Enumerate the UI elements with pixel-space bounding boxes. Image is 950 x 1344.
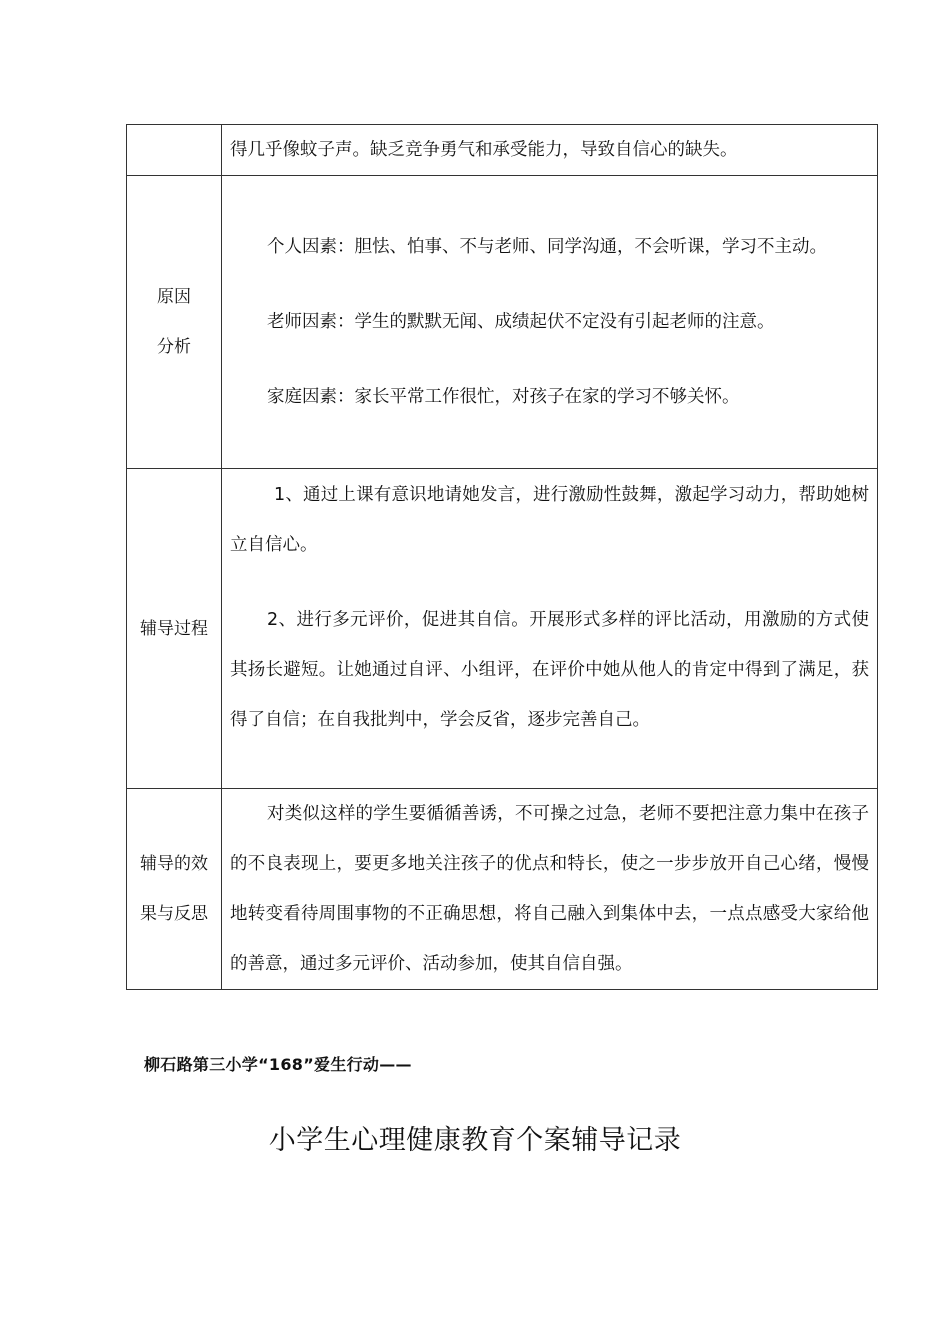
label-line: 辅导的效	[140, 854, 208, 874]
personal-factor-text: 个人因素：胆怯、怕事、不与老师、同学沟通，不会听课，学习不主动。	[267, 237, 827, 257]
counseling-process-label: 辅导过程	[127, 469, 222, 789]
label-line: 果与反思	[140, 904, 208, 924]
counseling-record-table	[126, 124, 878, 990]
document-title: 小学生心理健康教育个案辅导记录	[268, 1125, 682, 1156]
table-row	[127, 789, 878, 990]
family-factor-text: 家庭因素：家长平常工作很忙，对孩子在家的学习不够关怀。	[267, 387, 740, 407]
teacher-factor-text: 老师因素：学生的默默无闻、成绩起伏不定没有引起老师的注意。	[267, 312, 775, 332]
process-step-1: 1、通过上课有意识地请她发言，进行激励性鼓舞，激起学习动力，帮助她树立自信心。	[230, 485, 869, 555]
table-row	[127, 176, 878, 469]
process-step-2: 2、进行多元评价，促进其自信。开展形式多样的评比活动，用激励的方式使其扬长避短。让她通过自评、小组评，在评价中她从他人的肯定中得到了满足，获得了自信；在自我批判中，学会反省，逐步完善自己。	[230, 610, 869, 730]
label-line: 原因	[157, 287, 191, 307]
cause-analysis-label	[127, 176, 222, 469]
row-label-empty	[127, 125, 222, 176]
effect-reflection-label	[127, 789, 222, 990]
school-activity-heading: 柳石路第三小学“168”爱生行动——	[144, 1055, 412, 1074]
table-row	[127, 125, 878, 176]
cause-analysis-content	[222, 176, 878, 469]
reflection-text: 对类似这样的学生要循循善诱，不可操之过急，老师不要把注意力集中在孩子的不良表现上，要更多地关注孩子的优点和特长，使之一步步放开自己心绪，慢慢地转变看待周围事物的不正确思想，将自己融入到集体中去，一点点感受大家给他的善意，通过多元评价、活动参加，使其自信自强。	[230, 804, 869, 974]
effect-reflection-content	[222, 789, 878, 990]
counseling-process-content	[222, 469, 878, 789]
description-text: 得几乎像蚊子声。缺乏竞争勇气和承受能力，导致自信心的缺失。	[230, 140, 738, 160]
continued-description	[222, 125, 878, 176]
table-row	[127, 469, 878, 789]
label-line: 分析	[157, 337, 191, 357]
